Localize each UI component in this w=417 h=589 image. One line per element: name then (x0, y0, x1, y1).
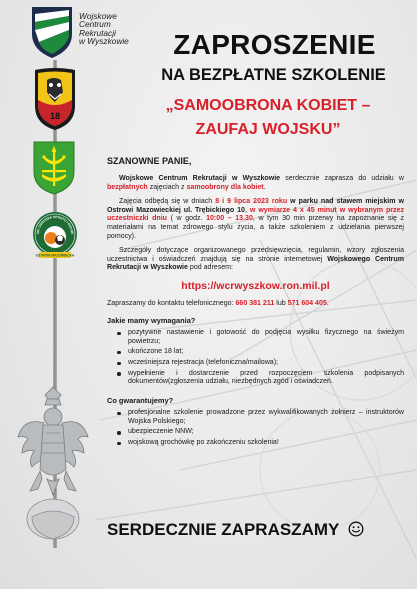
schedule-paragraph: Zajęcia odbędą się w dniach 8 i 9 lipca 2023 roku w parku nad stawem miejskim w Ostrowi Mazowieckiej ul. Trębickiego 10, w wymiarze 4 x 45 minut w wybranym przez uczestniczki dniu ( w godz. 10:00 – 13.30, w tym 30 min przerwy na zapoznanie się z materiałami na temat zdrowego stylu życia, a także szkoleniem z udzielania pierwszej pomocy). (107, 198, 405, 240)
guarantees-heading: Co gwarantujemy? (107, 395, 174, 405)
list-item: wcześniejsza rejestracja (telefoniczna/mailowa); (116, 359, 404, 368)
org-name: Wojskowe Centrum Rekrutacji w Wyszkowie (119, 175, 281, 182)
requirements-heading: Jakie mamy wymagania? (107, 315, 196, 325)
free-highlight: bezpłatnych (107, 183, 148, 191)
mosir-banner-text: OSTRÓW MAZOWIECKA (35, 253, 75, 258)
wcr-logo-mark (29, 4, 75, 60)
phone-number-1[interactable]: 660 381 211 (235, 299, 275, 307)
slot-highlight: w wymiarze 4 x 45 minut w wybranym przez uczestniczki dniu (107, 206, 404, 223)
wcr-logo (29, 4, 139, 66)
invitation-subtitle: NA BEZPŁATNE SZKOLENIE (161, 66, 386, 84)
location-text: w parku nad stawem miejskim w Ostrowi Mazowieckiej ul. Trębickiego 10 (107, 198, 404, 214)
letter-body (107, 156, 404, 458)
guarantees-list (116, 409, 404, 447)
coat-of-arms-icon (32, 140, 76, 196)
closing-line (107, 519, 407, 541)
training-name-line-2: ZAUFAJ WOJSKU” (195, 121, 341, 138)
logo-line: Rekrutacji (79, 27, 116, 38)
list-item: ubezpieczenie NNW; (116, 428, 404, 437)
mosir-badge-icon (31, 208, 79, 266)
list-item: pozytywne nastawienie i gotowość do podjęcia wysiłku fizycznego na świeżym powietrzu; (116, 329, 404, 346)
unit-badge-number: 18 (49, 111, 61, 121)
greeting: SZANOWNE PANIE, (107, 156, 192, 166)
closing-text: SERDECZNIE ZAPRASZAMY (107, 520, 340, 539)
logo-line: Centrum (79, 19, 111, 30)
phone-number-2[interactable]: 571 604 405 (287, 299, 327, 307)
invitation-title: ZAPROSZENIE (173, 29, 376, 60)
topic-highlight: samoobrony dla kobiet (186, 183, 264, 191)
logo-line: w Wyszkowie (79, 36, 129, 47)
contact-paragraph: Zapraszamy do kontaktu telefonicznego: 660 381 211 lub 571 604 405. (107, 299, 329, 307)
logo-line: Wojskowe (79, 11, 117, 21)
wcr-logo-text (79, 12, 141, 46)
list-item: wojskową grochówkę po zakończeniu szkolenia! (116, 439, 404, 448)
training-name (128, 94, 408, 142)
hours-highlight: 10:00 – 13.30 (206, 215, 253, 223)
details-paragraph: Szczegóły dotyczące organizowanego przedsięwzięcia, regulamin, wzory zgłoszenia uczestnictwa i oświadczeń znajdują się na stronie internetowej Wojskowego Centrum Rekrutacji w Wyszkowie pod adresem: (107, 247, 404, 272)
list-item: ukończone 18 lat; (116, 348, 404, 357)
requirements-list (116, 329, 404, 387)
website-link[interactable]: https://wcrwyszkow.ron.mil.pl (181, 279, 330, 292)
list-item: wypełnienie i dostarczenie przed rozpoczęciem szkolenia podpisanych dokumentów(zgłoszenia udziału, niezbędnych zgód i oświadczeń. (116, 370, 404, 387)
training-name-line-1: „SAMOOBRONA KOBIET – (165, 97, 371, 114)
military-eagle-emblem-icon (14, 383, 92, 549)
intro-paragraph: Wojskowe Centrum Rekrutacji w Wyszkowie serdecznie zaprasza do udziału w bezpłatnych zajęciach z samoobrony dla kobiet. (107, 175, 404, 191)
unit-badge-icon (32, 66, 78, 132)
org-name-genitive: Wojskowego Centrum Rekrutacji w Wyszkowie (107, 255, 404, 272)
smiley-icon (348, 521, 364, 537)
list-item: profesjonalne szkolenie prowadzone przez wykwalifikowanych żołnierz – instruktorów Wojska Polskiego; (116, 409, 404, 426)
mosir-ring-text: SKI OŚRODEK SPORTU I REKRE (35, 214, 75, 235)
dates-highlight: 8 i 9 lipca 2023 roku (215, 198, 288, 206)
